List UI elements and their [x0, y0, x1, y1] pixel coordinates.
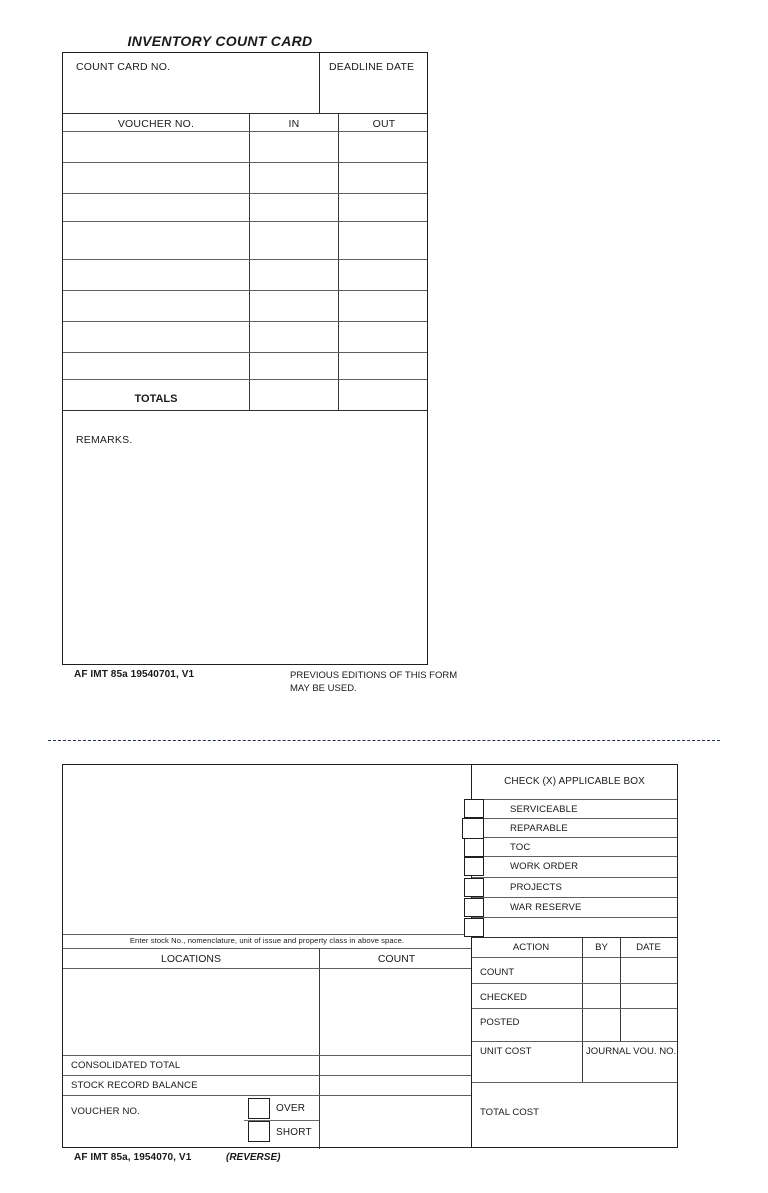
totals-out-field[interactable] [340, 380, 427, 409]
header-divider [319, 53, 320, 113]
consolidated-total-label: CONSOLIDATED TOTAL [71, 1060, 181, 1071]
stock-description-field[interactable] [66, 768, 470, 934]
stock-record-balance-label: STOCK RECORD BALANCE [71, 1080, 198, 1091]
rule-action-2 [472, 1041, 677, 1042]
column-header-action: ACTION [512, 942, 550, 953]
deadline-date-field[interactable] [329, 79, 421, 107]
table-cell-out[interactable] [340, 194, 427, 220]
page-title: INVENTORY COUNT CARD [127, 33, 313, 49]
checkbox-label-projects: PROJECTS [510, 882, 562, 893]
totals-label: TOTALS [134, 393, 178, 405]
rule-totals-bottom [63, 410, 427, 411]
table-cell-out[interactable] [340, 353, 427, 378]
table-cell-out[interactable] [340, 260, 427, 289]
table-row[interactable] [65, 260, 248, 289]
rule-above-caption [63, 934, 471, 935]
count-card-no-field[interactable] [76, 79, 306, 107]
checkbox-label-blank[interactable] [510, 921, 670, 937]
table-row[interactable] [65, 353, 248, 378]
table-cell-in[interactable] [251, 163, 337, 192]
front-form-id: AF IMT 85a 19540701, V1 [74, 669, 195, 680]
posted-date-field[interactable] [622, 1009, 674, 1032]
column-header-by: BY [595, 942, 608, 953]
column-header-in: IN [288, 118, 300, 130]
over-checkbox[interactable] [248, 1098, 270, 1119]
table-row[interactable] [65, 163, 248, 192]
reverse-side-marker: (REVERSE) [226, 1152, 281, 1163]
reverse-voucher-no-label: VOUCHER NO. [71, 1106, 140, 1117]
table-row[interactable] [65, 222, 248, 258]
locations-field[interactable] [66, 969, 317, 1055]
work-order-checkbox[interactable] [464, 857, 484, 876]
projects-checkbox[interactable] [464, 878, 484, 897]
checkbox-label-war-reserve: WAR RESERVE [510, 902, 582, 913]
journal-vou-no-label: JOURNAL VOU. NO. [586, 1046, 677, 1057]
checkbox-label-reparable: REPARABLE [510, 823, 568, 834]
checked-date-field[interactable] [622, 984, 674, 1007]
short-checkbox[interactable] [248, 1121, 270, 1142]
rule-cbx-4 [472, 897, 677, 898]
table-row[interactable] [65, 194, 248, 220]
table-cell-in[interactable] [251, 291, 337, 320]
table-cell-in[interactable] [251, 322, 337, 351]
table-cell-in[interactable] [251, 222, 337, 258]
rule-action-header-bottom [472, 957, 677, 958]
table-cell-in[interactable] [251, 132, 337, 161]
rule-cbx-6 [472, 937, 677, 938]
unit-cost-field[interactable] [476, 1061, 579, 1081]
action-row-checked-label: CHECKED [480, 992, 527, 1003]
reverse-left-frame [62, 764, 472, 1148]
table-cell-out[interactable] [340, 291, 427, 320]
totals-in-field[interactable] [251, 380, 337, 409]
table-row[interactable] [65, 291, 248, 320]
war-reserve-checkbox[interactable] [464, 898, 484, 917]
total-cost-field[interactable] [572, 1085, 674, 1143]
column-header-locations: LOCATIONS [161, 953, 221, 965]
remarks-label: REMARKS. [76, 434, 133, 446]
blank-checkbox[interactable] [464, 918, 484, 937]
table-cell-in[interactable] [251, 260, 337, 289]
table-row[interactable] [65, 322, 248, 351]
serviceable-checkbox[interactable] [464, 799, 484, 818]
action-row-count-label: COUNT [480, 967, 515, 978]
column-header-out: OUT [372, 118, 396, 130]
over-label: OVER [276, 1103, 306, 1114]
count-by-field[interactable] [584, 959, 619, 982]
rule-cbx-header-bottom [472, 799, 677, 800]
stock-record-balance-field[interactable] [321, 1076, 470, 1095]
rule-cbx-5 [472, 917, 677, 918]
reverse-right-frame [472, 764, 678, 1148]
checkbox-label-serviceable: SERVICEABLE [510, 804, 578, 815]
unit-cost-label: UNIT COST [480, 1046, 532, 1057]
reverse-form-id: AF IMT 85a, 1954070, V1 [74, 1152, 192, 1163]
action-row-posted-label: POSTED [480, 1017, 520, 1028]
front-edition-notice: PREVIOUS EDITIONS OF THIS FORM MAY BE USED. [290, 670, 458, 694]
journal-vou-no-field[interactable] [586, 1061, 674, 1081]
stock-space-caption: Enter stock No., nomenclature, unit of issue and property class in above space. [129, 936, 405, 945]
checkbox-label-toc: TOC [510, 842, 531, 853]
table-cell-out[interactable] [340, 163, 427, 192]
rule-cbx-2 [472, 856, 677, 857]
rule-cbx-3 [472, 877, 677, 878]
checkbox-label-work-order: WORK ORDER [510, 861, 579, 872]
page-separator [48, 740, 720, 741]
remarks-field[interactable] [67, 449, 423, 661]
short-label: SHORT [276, 1127, 312, 1138]
over-short-amount-field[interactable] [321, 1096, 470, 1146]
checked-by-field[interactable] [584, 984, 619, 1007]
count-card-no-label: COUNT CARD NO. [76, 61, 171, 73]
posted-by-field[interactable] [584, 1009, 619, 1032]
table-cell-in[interactable] [251, 353, 337, 378]
column-header-count: COUNT [377, 953, 416, 965]
column-header-voucher-no: VOUCHER NO. [117, 118, 195, 130]
reverse-voucher-no-field[interactable] [163, 1099, 243, 1145]
deadline-date-label: DEADLINE DATE [329, 61, 415, 73]
consolidated-total-field[interactable] [321, 1056, 470, 1075]
checkbox-panel-header: CHECK (X) APPLICABLE BOX [504, 776, 645, 787]
table-cell-in[interactable] [251, 194, 337, 220]
reparable-checkbox[interactable] [462, 818, 484, 839]
rule-cbx-0 [472, 818, 677, 819]
unit-cost-journal-divider [582, 1042, 583, 1082]
total-cost-label: TOTAL COST [480, 1107, 539, 1118]
table-row[interactable] [65, 132, 248, 161]
toc-checkbox[interactable] [464, 838, 484, 857]
front-card-frame [62, 52, 428, 665]
count-date-field[interactable] [622, 959, 674, 982]
table-cell-out[interactable] [340, 322, 427, 351]
rule-unit-cost-bottom [472, 1082, 677, 1083]
column-header-date: DATE [636, 942, 661, 953]
count-field[interactable] [321, 969, 470, 1055]
table-cell-out[interactable] [340, 222, 427, 258]
table-cell-out[interactable] [340, 132, 427, 161]
rule-cbx-1 [472, 837, 677, 838]
front-header-band [63, 53, 427, 113]
